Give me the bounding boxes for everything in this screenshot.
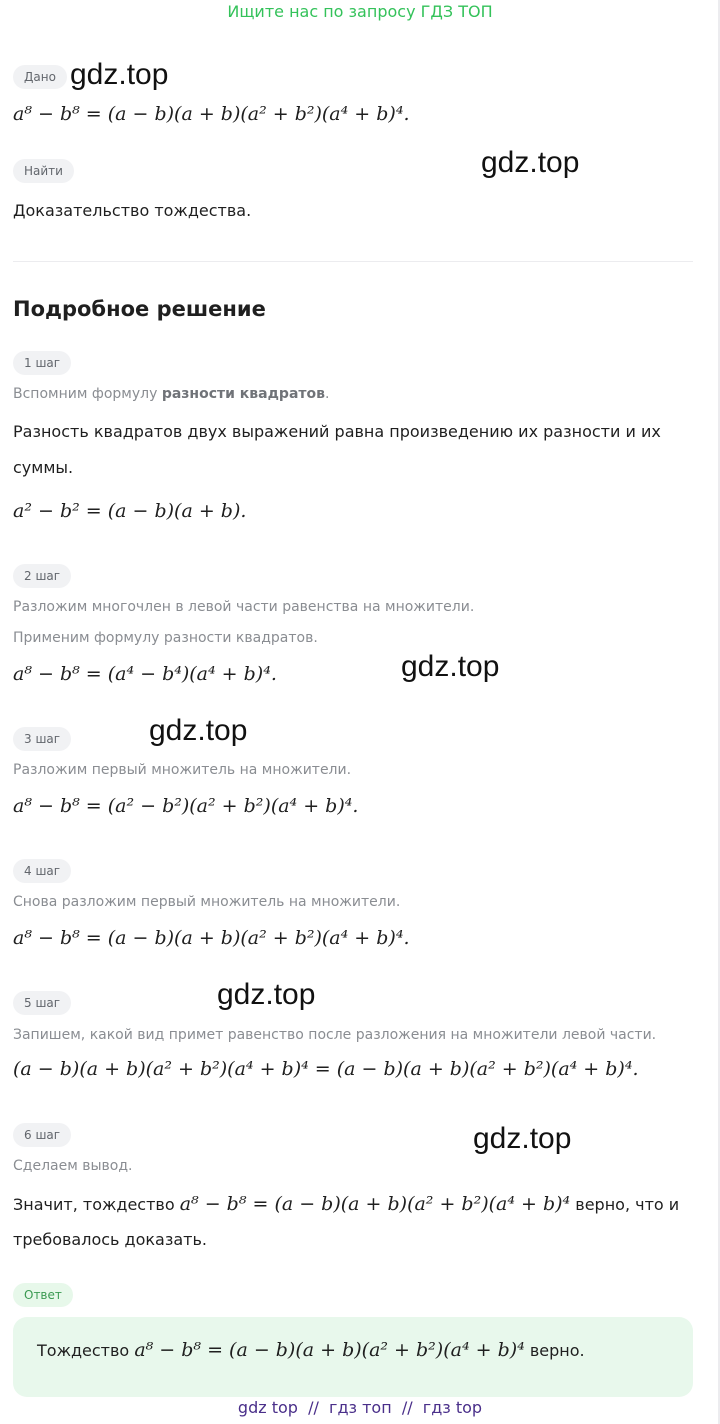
answer-text: Тождество a⁸ − b⁸ = (a − b)(a + b)(a² + b²)(a⁴ + b)⁴ верно. — [37, 1339, 585, 1361]
step-4-formula: a⁸ − b⁸ = (a − b)(a + b)(a² + b²)(a⁴ + b)⁴. — [13, 927, 410, 949]
step-6-hint: Сделаем вывод. — [13, 1158, 133, 1174]
step-1-text-2: суммы. — [13, 458, 74, 477]
footer-links[interactable]: gdz top // гдз топ // гдз top — [237, 1398, 483, 1417]
find-text: Доказательство тождества. — [13, 201, 252, 220]
step-5-formula: (a − b)(a + b)(a² + b²)(a⁴ + b)⁴ = (a − b)(a + b)(a² + b²)(a⁴ + b)⁴. — [13, 1058, 639, 1080]
step-2-chip: 2 шаг — [13, 564, 71, 588]
watermark: gdz.top — [217, 978, 316, 1011]
step-6-formula: a⁸ − b⁸ = (a − b)(a + b)(a² + b²)(a⁴ + b)⁴ — [179, 1193, 571, 1215]
divider — [13, 261, 693, 262]
answer-formula: a⁸ − b⁸ = (a − b)(a + b)(a² + b²)(a⁴ + b)⁴ — [134, 1339, 525, 1361]
step-1-text: Разность квадратов двух выражений равна произведению их разности и их — [13, 422, 661, 441]
watermark: gdz.top — [473, 1122, 572, 1155]
step-4-hint: Снова разложим первый множитель на множители. — [13, 894, 401, 910]
step-5-chip: 5 шаг — [13, 991, 71, 1015]
watermark: gdz.top — [401, 650, 500, 683]
step-2-hint-2: Применим формулу разности квадратов. — [13, 630, 318, 646]
watermark: gdz.top — [149, 714, 248, 747]
watermark: gdz.top — [481, 146, 580, 179]
step-6-text: Значит, тождество a⁸ − b⁸ = (a − b)(a + b)(a² + b²)(a⁴ + b)⁴ верно, что и — [13, 1193, 680, 1215]
find-chip: Найти — [13, 159, 74, 183]
step-1-chip: 1 шаг — [13, 351, 71, 375]
answer-box — [13, 1317, 693, 1397]
step-4-chip: 4 шаг — [13, 859, 71, 883]
step-2-hint: Разложим многочлен в левой части равенства на множители. — [13, 599, 475, 615]
step-1-formula: a² − b² = (a − b)(a + b). — [13, 500, 247, 522]
search-banner: Ищите нас по запросу ГДЗ ТОП — [227, 2, 493, 21]
step-3-formula: a⁸ − b⁸ = (a² − b²)(a² + b²)(a⁴ + b)⁴. — [13, 795, 359, 817]
step-3-chip: 3 шаг — [13, 727, 71, 751]
step-6-text-2: требовалось доказать. — [13, 1230, 208, 1249]
given-formula: a⁸ − b⁸ = (a − b)(a + b)(a² + b²)(a⁴ + b)⁴. — [13, 103, 410, 125]
step-5-hint: Запишем, какой вид примет равенство после разложения на множители левой части. — [13, 1027, 657, 1043]
given-chip: Дано — [13, 65, 67, 89]
watermark: gdz.top — [70, 58, 169, 91]
step-2-formula: a⁸ − b⁸ = (a⁴ − b⁴)(a⁴ + b)⁴. — [13, 663, 277, 685]
step-1-hint: Вспомним формулу разности квадратов. — [13, 386, 330, 402]
step-6-chip: 6 шаг — [13, 1123, 71, 1147]
answer-chip: Ответ — [13, 1283, 73, 1307]
step-3-hint: Разложим первый множитель на множители. — [13, 762, 352, 778]
solution-title: Подробное решение — [13, 297, 266, 321]
